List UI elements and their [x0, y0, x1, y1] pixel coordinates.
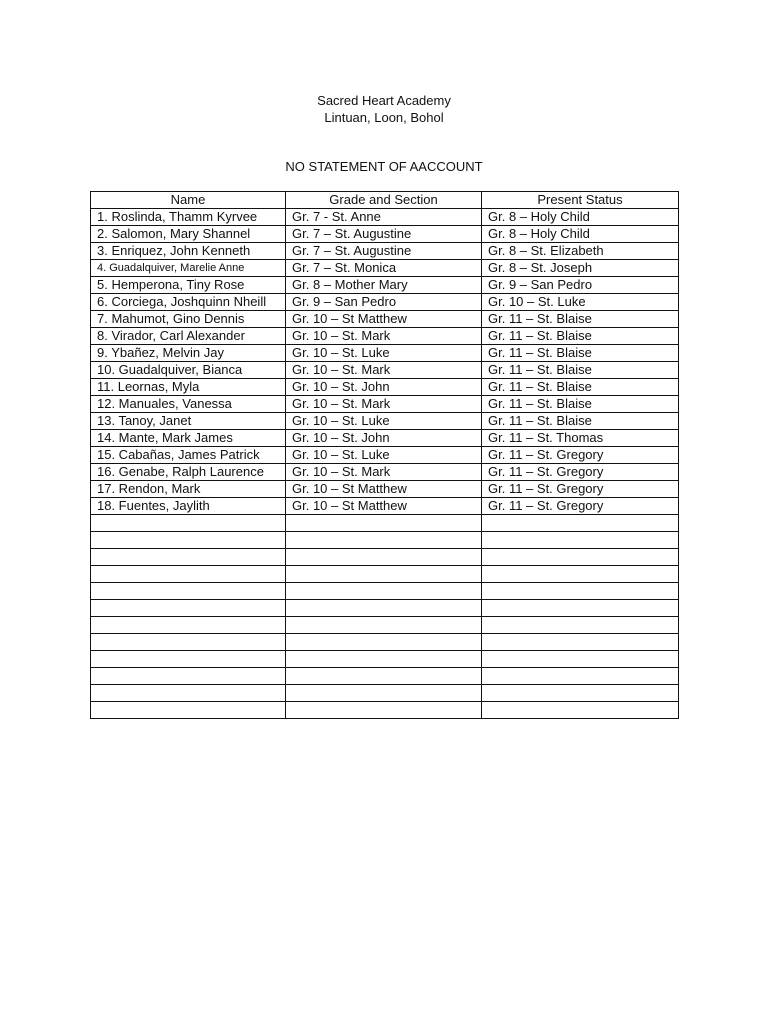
table-row — [91, 243, 679, 260]
cell-grade-section — [286, 668, 482, 685]
cell-grade-section: Gr. 10 – St. Mark — [286, 396, 482, 413]
table-row — [91, 226, 679, 243]
cell-present-status — [482, 532, 679, 549]
student-status-table — [90, 191, 679, 719]
cell-name: 10. Guadalquiver, Bianca — [91, 362, 286, 379]
table-row — [91, 362, 679, 379]
document-title: NO STATEMENT OF AACCOUNT — [285, 159, 483, 174]
cell-present-status: Gr. 11 – St. Blaise — [482, 396, 679, 413]
cell-name — [91, 549, 286, 566]
cell-name: 3. Enriquez, John Kenneth — [91, 243, 286, 260]
cell-grade-section — [286, 583, 482, 600]
cell-present-status — [482, 634, 679, 651]
table-row — [91, 600, 679, 617]
cell-present-status — [482, 583, 679, 600]
cell-name: 6. Corciega, Joshquinn Nheill — [91, 294, 286, 311]
cell-grade-section — [286, 651, 482, 668]
cell-present-status: Gr. 10 – St. Luke — [482, 294, 679, 311]
cell-name: 12. Manuales, Vanessa — [91, 396, 286, 413]
cell-name: 8. Virador, Carl Alexander — [91, 328, 286, 345]
table-row — [91, 668, 679, 685]
table-row — [91, 702, 679, 719]
cell-name — [91, 702, 286, 719]
cell-name — [91, 515, 286, 532]
cell-name: 13. Tanoy, Janet — [91, 413, 286, 430]
cell-name — [91, 617, 286, 634]
table-row — [91, 294, 679, 311]
cell-name: 9. Ybañez, Melvin Jay — [91, 345, 286, 362]
cell-present-status: Gr. 8 – Holy Child — [482, 226, 679, 243]
cell-grade-section: Gr. 7 – St. Monica — [286, 260, 482, 277]
cell-present-status — [482, 617, 679, 634]
cell-grade-section: Gr. 7 – St. Augustine — [286, 226, 482, 243]
cell-name: 15. Cabañas, James Patrick — [91, 447, 286, 464]
cell-grade-section — [286, 566, 482, 583]
table-row — [91, 413, 679, 430]
table-row — [91, 651, 679, 668]
table-row — [91, 498, 679, 515]
table-row — [91, 634, 679, 651]
cell-grade-section: Gr. 10 – St Matthew — [286, 498, 482, 515]
table-row — [91, 277, 679, 294]
cell-present-status: Gr. 11 – St. Gregory — [482, 464, 679, 481]
table-row — [91, 685, 679, 702]
cell-present-status — [482, 651, 679, 668]
cell-name: 14. Mante, Mark James — [91, 430, 286, 447]
cell-name — [91, 566, 286, 583]
table-row — [91, 464, 679, 481]
table-row — [91, 209, 679, 226]
table-body — [91, 209, 679, 719]
cell-grade-section — [286, 600, 482, 617]
cell-grade-section: Gr. 10 – St. Mark — [286, 362, 482, 379]
table-row — [91, 260, 679, 277]
cell-name — [91, 634, 286, 651]
cell-name — [91, 532, 286, 549]
table-row — [91, 328, 679, 345]
cell-grade-section — [286, 549, 482, 566]
cell-present-status: Gr. 11 – St. Blaise — [482, 362, 679, 379]
cell-present-status: Gr. 9 – San Pedro — [482, 277, 679, 294]
cell-name: 5. Hemperona, Tiny Rose — [91, 277, 286, 294]
cell-name: 11. Leornas, Myla — [91, 379, 286, 396]
table-row — [91, 481, 679, 498]
cell-present-status: Gr. 8 – Holy Child — [482, 209, 679, 226]
cell-present-status — [482, 515, 679, 532]
table-row — [91, 566, 679, 583]
cell-grade-section — [286, 532, 482, 549]
column-header-present-status: Present Status — [482, 192, 679, 209]
cell-grade-section: Gr. 10 – St. Mark — [286, 328, 482, 345]
table-row — [91, 345, 679, 362]
cell-grade-section: Gr. 10 – St. Luke — [286, 447, 482, 464]
cell-present-status: Gr. 11 – St. Gregory — [482, 498, 679, 515]
table-row — [91, 396, 679, 413]
column-header-grade-section: Grade and Section — [286, 192, 482, 209]
cell-grade-section: Gr. 10 – St. John — [286, 430, 482, 447]
table-row — [91, 515, 679, 532]
table-row — [91, 430, 679, 447]
cell-present-status — [482, 685, 679, 702]
cell-name: 17. Rendon, Mark — [91, 481, 286, 498]
table-row — [91, 583, 679, 600]
table-row — [91, 311, 679, 328]
cell-grade-section: Gr. 10 – St. John — [286, 379, 482, 396]
cell-present-status — [482, 668, 679, 685]
cell-present-status — [482, 600, 679, 617]
school-name: Sacred Heart Academy — [317, 93, 451, 108]
cell-present-status: Gr. 11 – St. Gregory — [482, 481, 679, 498]
cell-grade-section: Gr. 10 – St Matthew — [286, 311, 482, 328]
cell-grade-section: Gr. 7 – St. Augustine — [286, 243, 482, 260]
table-header-row — [91, 192, 679, 209]
cell-name: 2. Salomon, Mary Shannel — [91, 226, 286, 243]
cell-present-status: Gr. 11 – St. Thomas — [482, 430, 679, 447]
cell-name — [91, 685, 286, 702]
table-row — [91, 379, 679, 396]
cell-name — [91, 583, 286, 600]
cell-present-status: Gr. 11 – St. Blaise — [482, 345, 679, 362]
cell-name: 16. Genabe, Ralph Laurence — [91, 464, 286, 481]
cell-present-status: Gr. 11 – St. Blaise — [482, 328, 679, 345]
cell-grade-section — [286, 685, 482, 702]
cell-grade-section: Gr. 10 – St Matthew — [286, 481, 482, 498]
cell-grade-section — [286, 515, 482, 532]
table-row — [91, 447, 679, 464]
school-address: Lintuan, Loon, Bohol — [324, 110, 444, 125]
table-row — [91, 532, 679, 549]
cell-grade-section: Gr. 10 – St. Luke — [286, 345, 482, 362]
cell-present-status — [482, 702, 679, 719]
cell-name: 4. Guadalquiver, Marelie Anne — [91, 260, 286, 277]
cell-present-status: Gr. 8 – St. Joseph — [482, 260, 679, 277]
cell-grade-section: Gr. 8 – Mother Mary — [286, 277, 482, 294]
cell-grade-section — [286, 702, 482, 719]
cell-present-status: Gr. 8 – St. Elizabeth — [482, 243, 679, 260]
cell-name: 7. Mahumot, Gino Dennis — [91, 311, 286, 328]
cell-grade-section — [286, 634, 482, 651]
cell-present-status: Gr. 11 – St. Blaise — [482, 413, 679, 430]
cell-name — [91, 651, 286, 668]
cell-grade-section: Gr. 9 – San Pedro — [286, 294, 482, 311]
cell-present-status — [482, 566, 679, 583]
cell-grade-section: Gr. 7 - St. Anne — [286, 209, 482, 226]
cell-name: 18. Fuentes, Jaylith — [91, 498, 286, 515]
cell-grade-section — [286, 617, 482, 634]
cell-name: 1. Roslinda, Thamm Kyrvee — [91, 209, 286, 226]
cell-grade-section: Gr. 10 – St. Mark — [286, 464, 482, 481]
cell-name — [91, 668, 286, 685]
table-row — [91, 617, 679, 634]
table-row — [91, 549, 679, 566]
cell-grade-section: Gr. 10 – St. Luke — [286, 413, 482, 430]
cell-present-status: Gr. 11 – St. Gregory — [482, 447, 679, 464]
cell-present-status — [482, 549, 679, 566]
cell-name — [91, 600, 286, 617]
column-header-name: Name — [91, 192, 286, 209]
cell-present-status: Gr. 11 – St. Blaise — [482, 311, 679, 328]
cell-present-status: Gr. 11 – St. Blaise — [482, 379, 679, 396]
